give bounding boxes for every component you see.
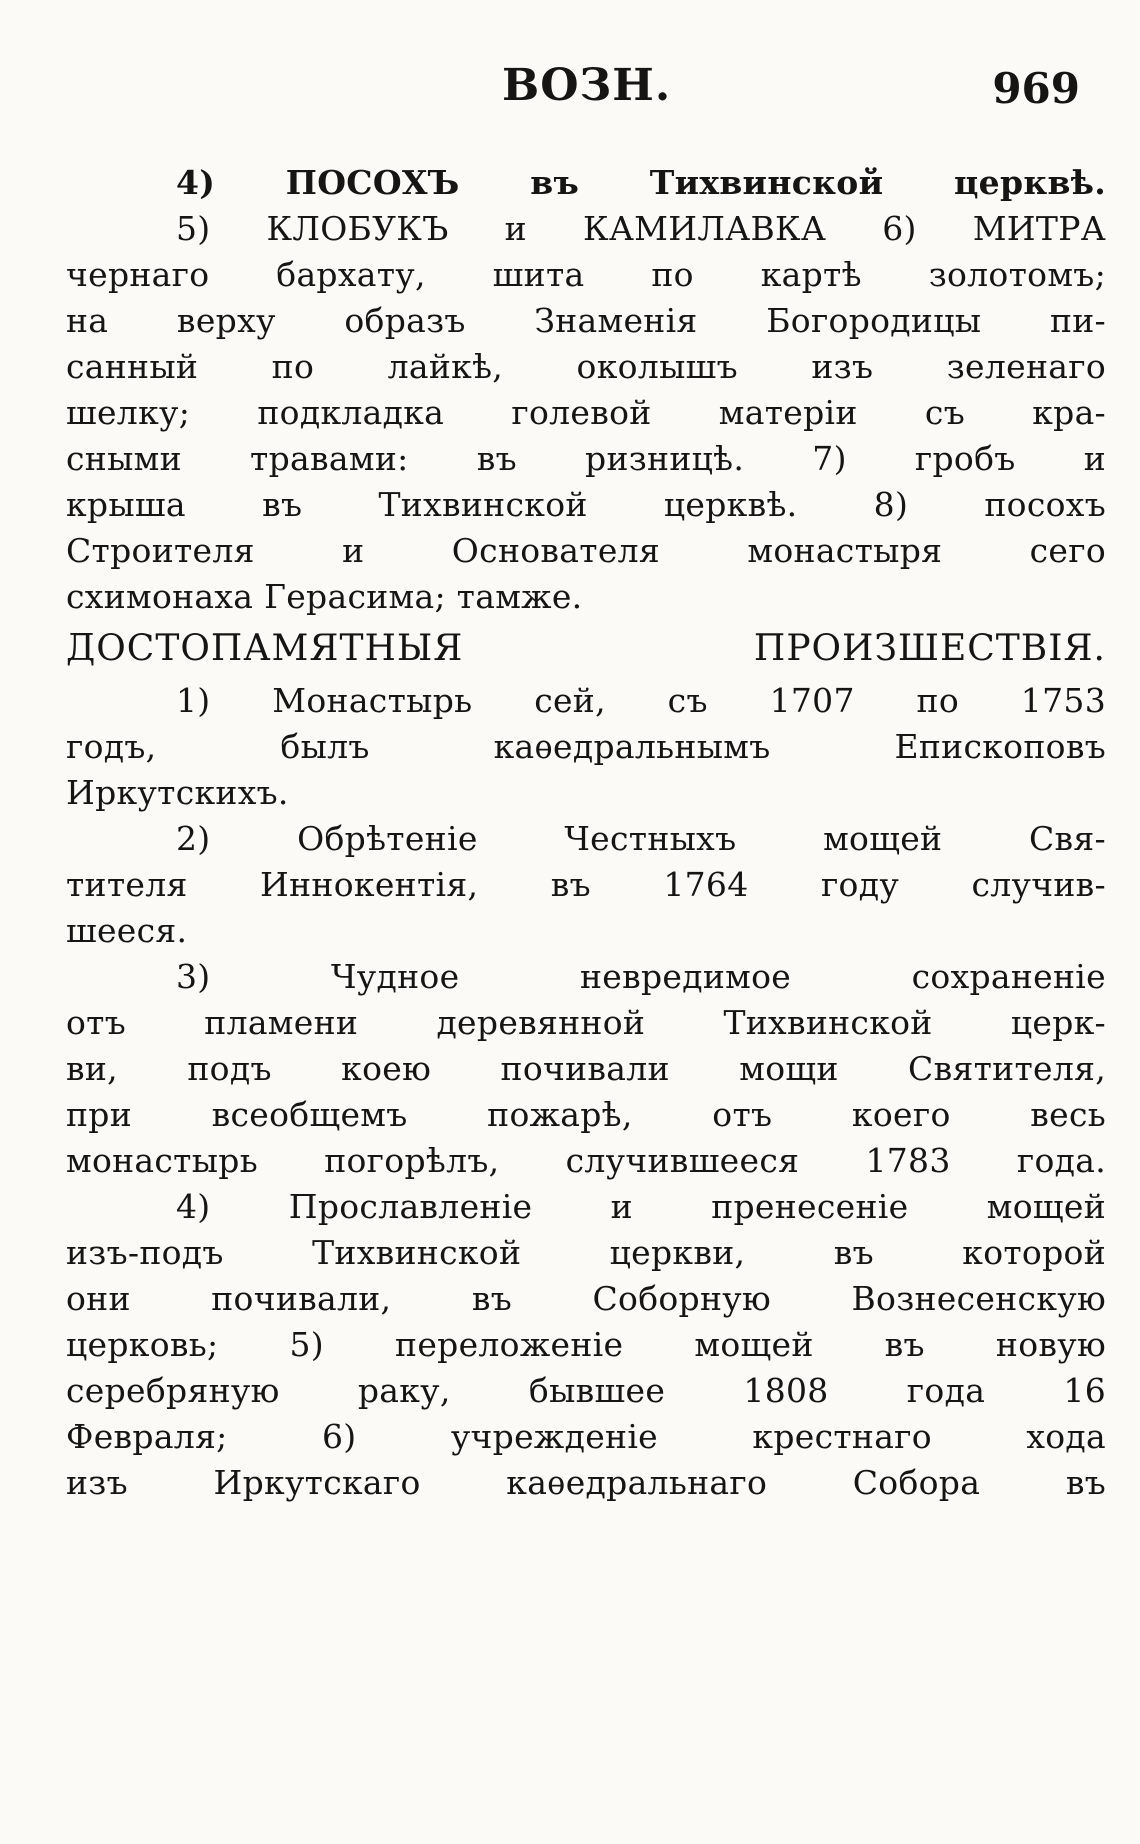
running-title: ВОЗН. [502,60,672,111]
text-line: Иркутскихъ. [66,773,289,812]
text-line: 4) ПОСОХЪ въ Тихвинской церквѣ. [176,163,1106,202]
text-line: изъ-подъ Тихвинской церкви, въ которой [66,1233,1106,1272]
text-line: ви, подъ коею почивали мощи Святителя, [66,1049,1106,1088]
text-line: сными травами: въ ризницѣ. 7) гробъ и [66,439,1106,478]
text-line: схимонаха Герасима; тамже. [66,577,583,616]
text-line: 2) Обрѣтеніе Честныхъ мощей Свя- [176,819,1106,858]
page-body-text [66,160,1106,1506]
text-line: шелку; подкладка голевой матеріи съ кра- [66,393,1106,432]
text-line: при всеобщемъ пожарѣ, отъ коего весь [66,1095,1106,1134]
text-line: изъ Иркутскаго каѳедральнаго Собора въ [66,1463,1106,1502]
text-line: 3) Чудное невредимое сохраненіе [176,957,1106,996]
running-head [70,60,1110,120]
text-line: крыша въ Тихвинской церквѣ. 8) посохъ [66,485,1106,524]
text-line: шееся. [66,911,188,950]
page-number: 969 [992,64,1080,113]
text-line: на верху образъ Знаменія Богородицы пи- [66,301,1106,340]
text-line: санный по лайкѣ, околышъ изъ зеленаго [66,347,1106,386]
text-line: 1) Монастырь сей, съ 1707 по 1753 [176,681,1106,720]
text-line: 5) КЛОБУКЪ и КАМИЛАВКА 6) МИТРА [176,209,1106,248]
text-line: серебряную раку, бывшее 1808 года 16 [66,1371,1106,1410]
text-line: Строителя и Основателя монастыря сего [66,531,1106,570]
text-line: 4) Прославленіе и пренесеніе мощей [176,1187,1106,1226]
text-line: церковь; 5) переложеніе мощей въ новую [66,1325,1106,1364]
text-line: отъ пламени деревянной Тихвинской церк- [66,1003,1106,1042]
text-line: годъ, былъ каѳедральнымъ Епископовъ [66,727,1106,766]
text-line: тителя Иннокентія, въ 1764 году случив- [66,865,1106,904]
section-heading: ДОСТОПАМЯТНЫЯ ПРОИЗШЕСТВІЯ. [66,628,1106,669]
text-line: чернаго бархату, шита по картѣ золотомъ; [66,255,1106,294]
text-line: Февраля; 6) учрежденіе крестнаго хода [66,1417,1106,1456]
text-line: монастырь погорѣлъ, случившееся 1783 года. [66,1141,1106,1180]
text-line: они почивали, въ Соборную Вознесенскую [66,1279,1106,1318]
